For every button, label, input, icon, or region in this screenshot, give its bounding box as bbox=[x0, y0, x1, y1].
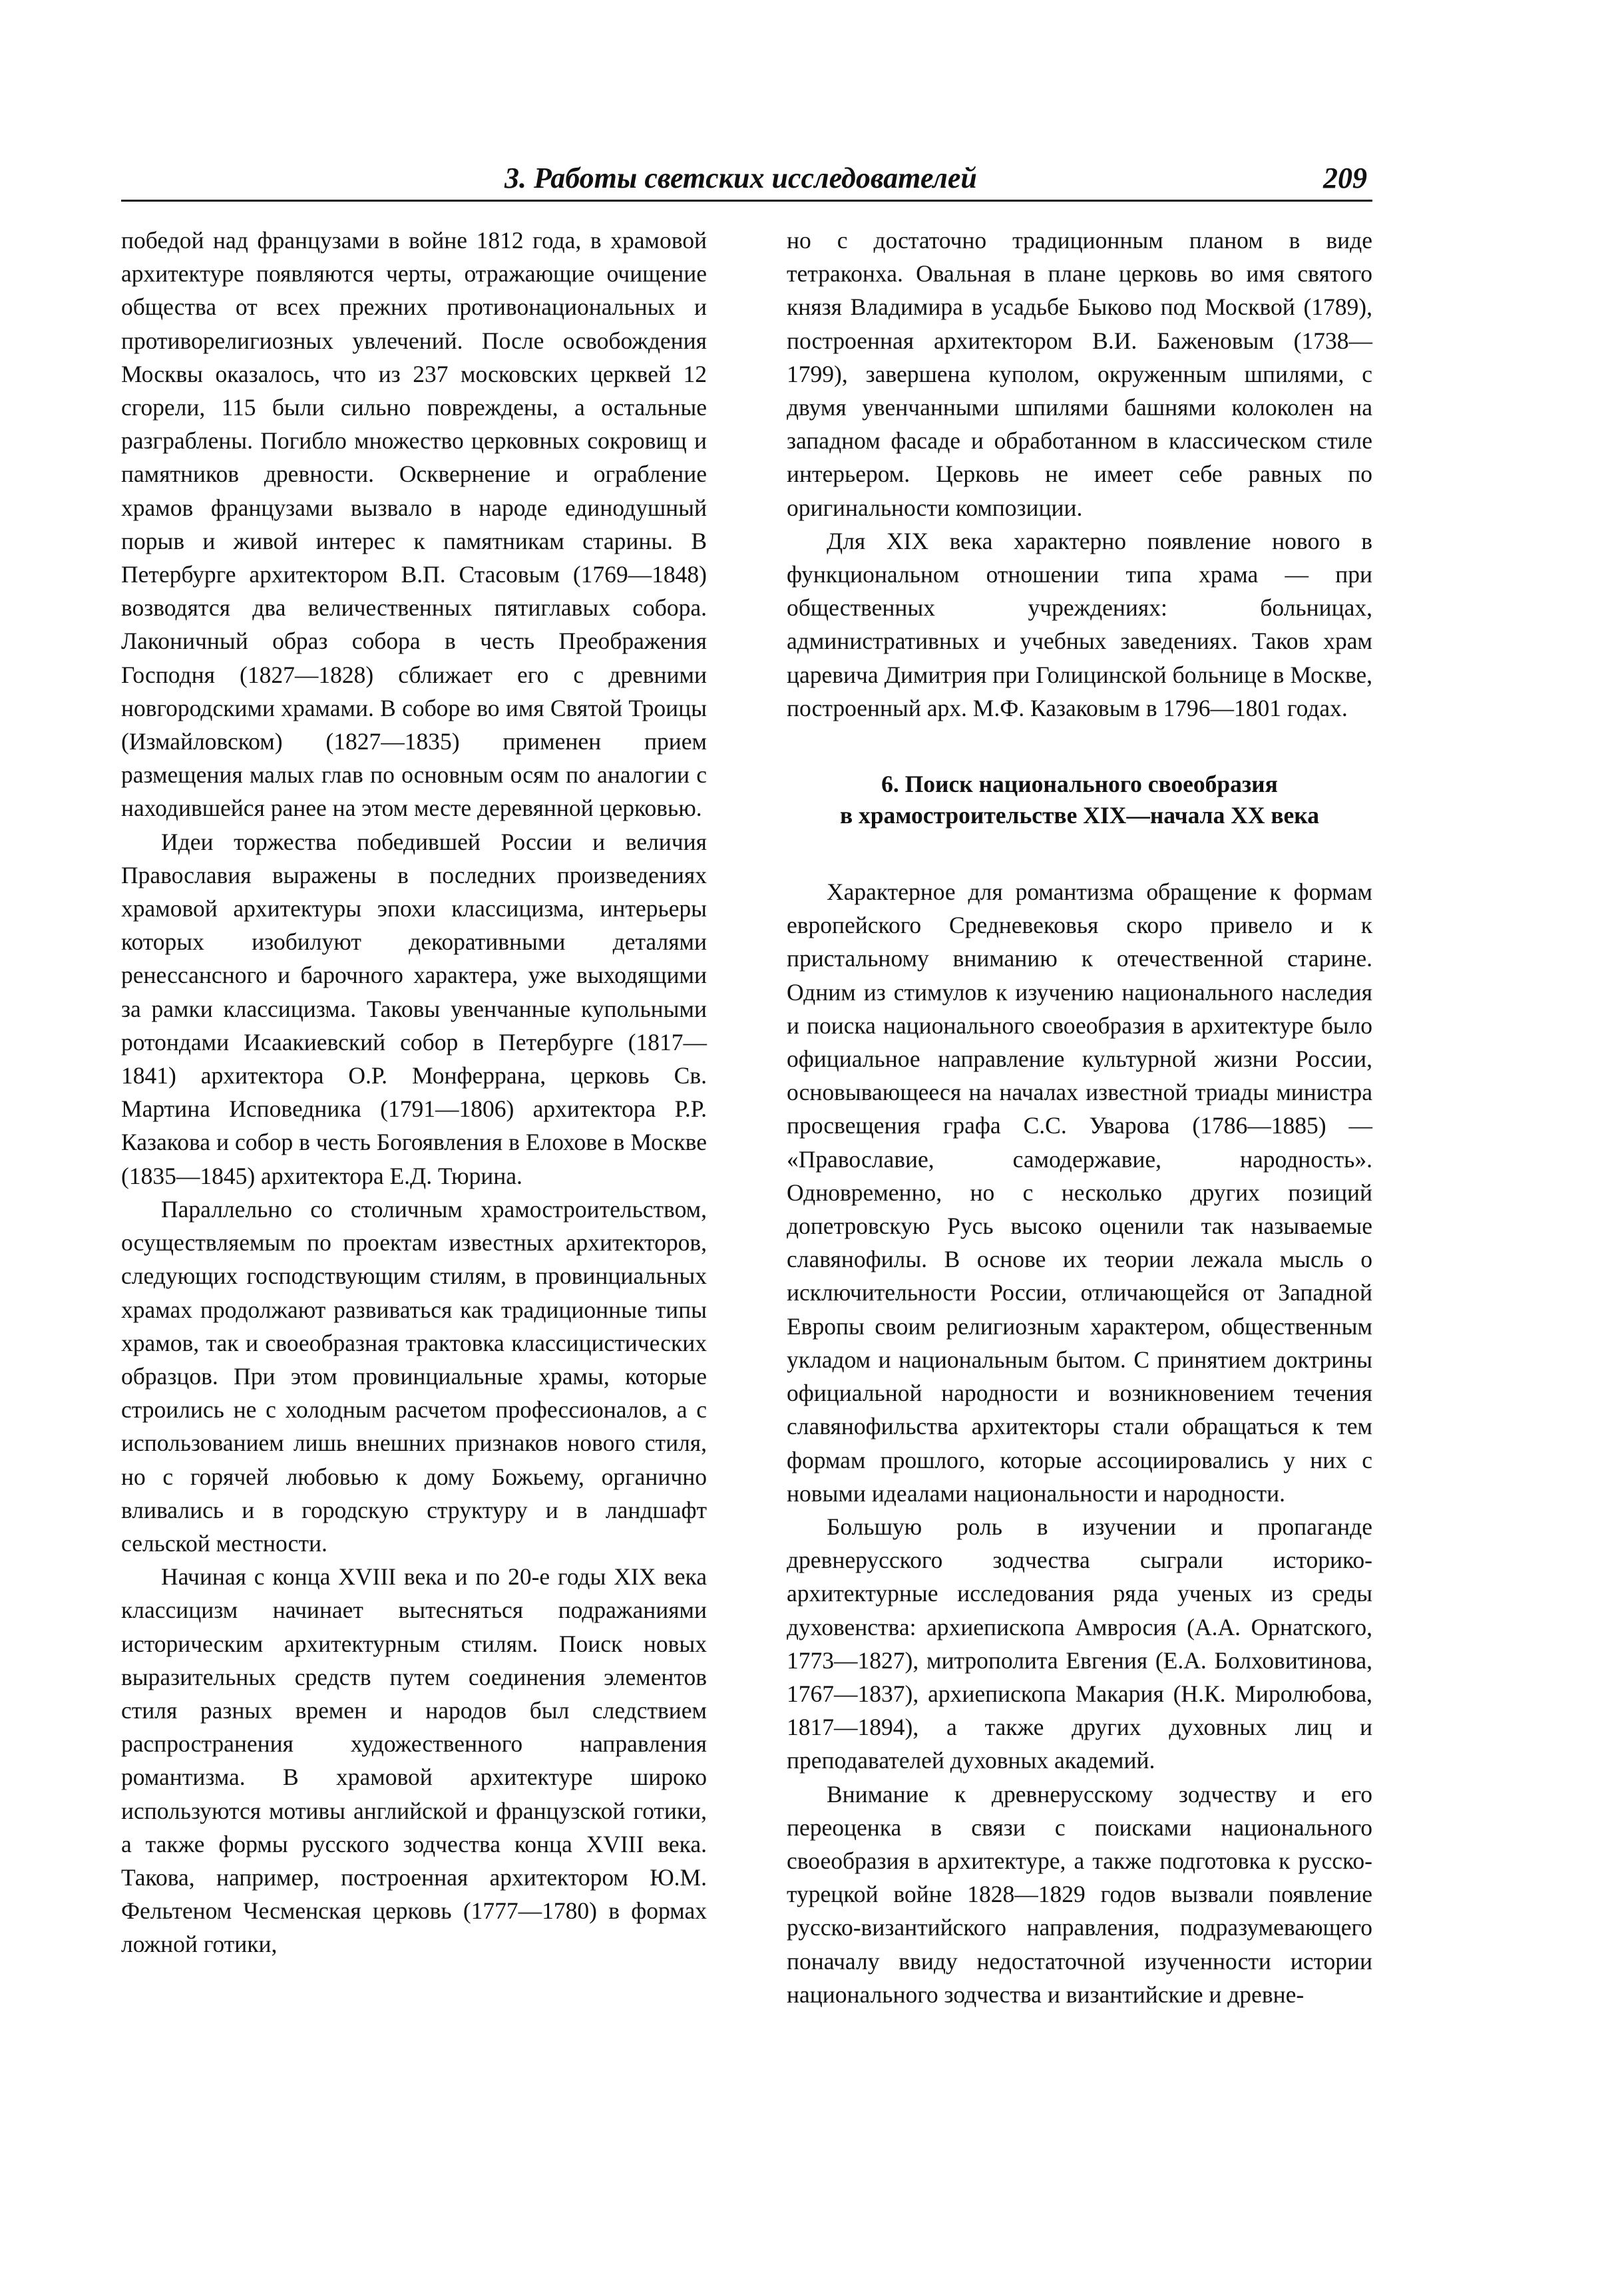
running-header bbox=[121, 157, 1372, 202]
running-header-title: 3. Работы светских исследователей bbox=[505, 162, 977, 194]
paragraph: Большую роль в изучении и пропаганде древнерусского зодчества сыграли историко-архитектурные исследования ряда ученых из среды духовенства: архиепископа Амвросия (А.А. Орнатского, 1773—1827), митрополита Евгения (Е.А. Болховитинова, 1767—1837), архиепископа Макария (Н.К. Миролюбова, 1817—1894), а также других духовных лиц и преподавателей духовных академий. bbox=[787, 1513, 1372, 1774]
paragraph: Идеи торжества победившей России и величия Православия выражены в последних произведениях храмовой архитектуры эпохи классицизма, интерьеры которых изобилуют декоративными деталями ренессансного и барочного характера, уже выходящими за рамки классицизма. Таковы увенчанные купольными ротондами Исаакиевский собор в Петербурге (1817—1841) архитектора О.Р. Монферрана, церковь Св. Мартина Исповедника (1791—1806) архитектора Р.Р. Казакова и собор в честь Богоявления в Елохове в Москве (1835—1845) архитектора Е.Д. Тюрина. bbox=[121, 828, 707, 1189]
paragraph: Параллельно со столичным храмостроительством, осуществляемым по проектам известных архитекторов, следующих господствующим стилям, в провинциальных храмах продолжают развиваться как традиционные типы храмов, так и своеобразная трактовка классицистических образцов. При этом провинциальные храмы, которые строились не с холодным расчетом профессионалов, а с использованием лишь внешних признаков нового стиля, но с горячей любовью к дому Божьему, органично вливались и в городскую структуру и в ландшафт сельской местности. bbox=[121, 1195, 707, 1557]
paragraph: но с достаточно традиционным планом в виде тетраконха. Овальная в плане церковь во имя святого князя Владимира в усадьбе Быково под Москвой (1789), построенная архитектором В.И. Баженовым (1738—1799), завершена куполом, окруженным шпилями, с двумя увенчанными шпилями башнями колоколен на западном фасаде и обработанном в классическом стиле интерьером. Церковь не имеет себе равных по оригинальности композиции. bbox=[787, 227, 1372, 521]
right-column bbox=[787, 224, 1372, 2011]
left-column bbox=[121, 224, 707, 1961]
paragraph: Начиная с конца XVIII века и по 20-е годы XIX века классицизм начинает вытесняться подражаниями историческим архитектурным стилям. Поиск новых выразительных средств путем соединения элементов стиля разных времен и народов был следствием распространения художественного направления романтизма. В храмовой архитектуре широко используются мотивы английской и французской готики, а также формы русского зодчества конца XVIII века. Такова, например, построенная архитектором Ю.М. Фельтеном Чесменская церковь (1777—1780) в формах ложной готики, bbox=[121, 1563, 707, 1958]
section-heading bbox=[787, 769, 1372, 831]
paragraph: победой над французами в войне 1812 года, в храмовой архитектуре появляются черты, отражающие очищение общества от всех прежних противонациональных и противорелигиозных увлечений. После освобождения Москвы оказалось, что из 237 московских церквей 12 сгорели, 115 были сильно повреждены, а остальные разграблены. Погибло множество церковных сокровищ и памятников древности. Осквернение и ограбление храмов французами вызвало в народе единодушный порыв и живой интерес к памятникам старины. В Петербурге архитектором В.П. Стасовым (1769—1848) возводятся два величественных пятиглавых собора. Лаконичный образ собора в честь Преображения Господня (1827—1828) сближает его с древними новгородскими храмами. В соборе во имя Святой Троицы (Измайловском) (1827—1835) применен прием размещения малых глав по основным осям по аналогии с находившейся ранее на этом месте деревянной церковью. bbox=[121, 227, 707, 822]
page-number: 209 bbox=[1323, 162, 1367, 194]
paragraph: Для XIX века характерно появление нового в функциональном отношении типа храма — при общественных учреждениях: больницах, административных и учебных заведениях. Таков храм царевича Димитрия при Голицинской больнице в Москве, построенный арх. М.Ф. Казаковым в 1796—1801 годах. bbox=[787, 527, 1372, 721]
paragraph: Внимание к древнерусскому зодчеству и его переоценка в связи с поисками национального своеобразия в архитектуре, а также подготовка к русско-турецкой войне 1828—1829 годов вызвали появление русско-византийского направления, подразумевающего поначалу ввиду недостаточной изученности истории национального зодчества и византийские и древне- bbox=[787, 1780, 1372, 2008]
paragraph: Характерное для романтизма обращение к формам европейского Средневековья скоро привело и к пристальному вниманию к отечественной старине. Одним из стимулов к изучению национального наследия и поиска национального своеобразия в архитектуре было официальное направление культурной жизни России, основывающееся на началах известной триады министра просвещения графа С.С. Уварова (1786—1885) — «Православие, самодержавие, народность». Одновременно, но с несколько других позиций допетровскую Русь высоко оценили так называемые славянофилы. В основе их теории лежала мысль о исключительности России, отличающейся от Западной Европы своим религиозным характером, общественным укладом и национальным бытом. С принятием доктрины официальной народности и возникновением течения славянофильства архитекторы стали обращаться к тем формам прошлого, которые ассоциировались у них с новыми идеалами национальности и народности. bbox=[787, 878, 1372, 1507]
section-heading-line: 6. Поиск национального своеобразия bbox=[881, 771, 1278, 798]
section-heading-line: в храмостроительстве XIX—начала XX века bbox=[840, 802, 1319, 829]
